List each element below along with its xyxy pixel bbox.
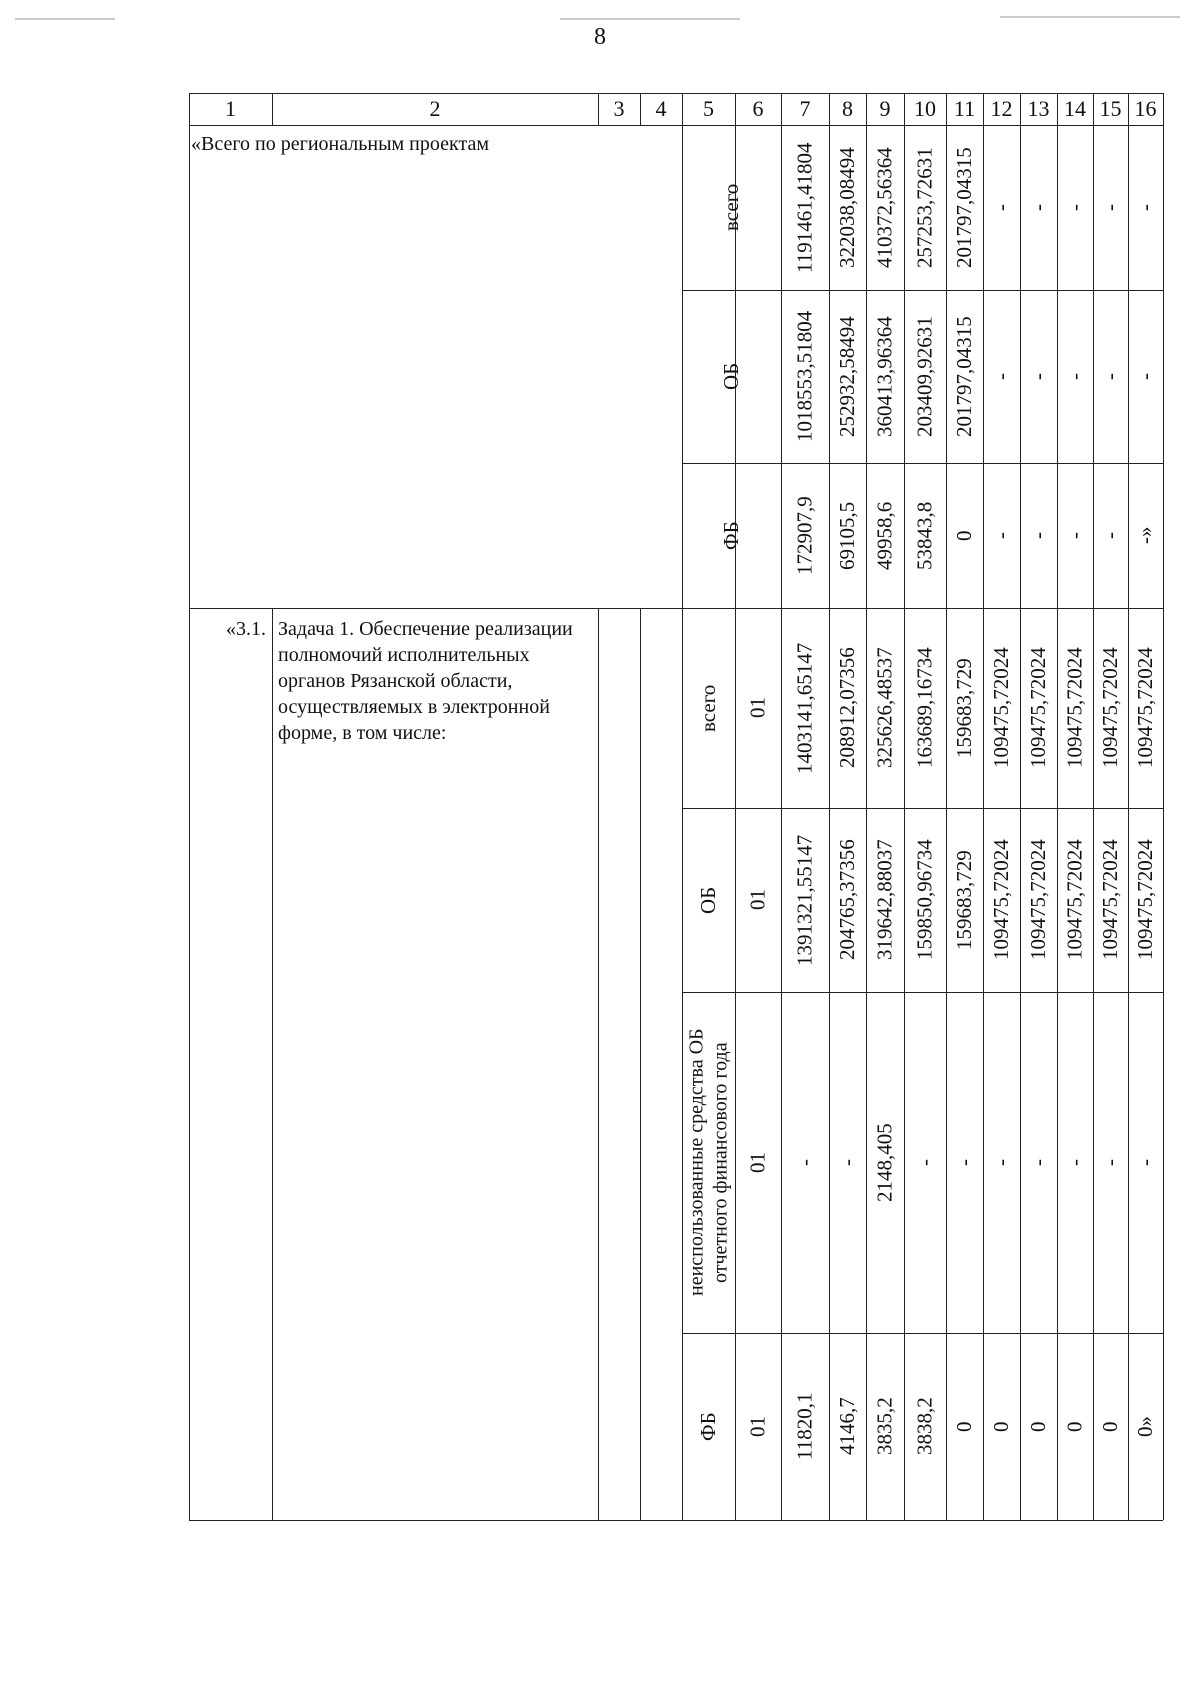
- summary-value: -: [1026, 373, 1050, 380]
- task-value: 109475,72024: [1133, 647, 1157, 769]
- column-number: 5: [703, 96, 714, 121]
- column-number: 13: [1027, 96, 1050, 121]
- task-value: 109475,72024: [1062, 839, 1087, 961]
- summary-value: -: [1062, 373, 1087, 380]
- summary-value: 1018553,51804: [792, 310, 817, 443]
- table-rule: [189, 1520, 1163, 1521]
- summary-value: 257253,72631: [912, 147, 937, 268]
- column-number: 15: [1099, 96, 1122, 121]
- task-value: 0»: [1133, 1416, 1157, 1437]
- summary-value: -: [989, 204, 1013, 211]
- task-value: -: [952, 1159, 976, 1166]
- summary-value: -»: [1133, 526, 1157, 545]
- task-value: 109475,72024: [1133, 839, 1157, 961]
- task-value: -: [792, 1159, 817, 1166]
- task-value: 159850,96734: [912, 839, 937, 961]
- task-group-code: 01: [745, 1152, 770, 1173]
- summary-value: -: [1133, 373, 1157, 380]
- task-value: 1403141,65147: [792, 642, 817, 774]
- task-group-name: ОБ: [696, 886, 720, 914]
- summary-value: 201797,04315: [952, 147, 976, 268]
- table-rule: [1163, 93, 1164, 1520]
- table-rule: [640, 608, 641, 1520]
- scan-artifact: [560, 18, 740, 20]
- summary-value: 360413,96364: [872, 316, 897, 437]
- task-value: 11820,1: [792, 1392, 817, 1461]
- summary-value: -: [1098, 373, 1122, 380]
- task-group-code: 01: [745, 889, 770, 911]
- scan-artifact: [15, 18, 115, 20]
- task-value: -: [1026, 1159, 1050, 1166]
- summary-value: 201797,04315: [952, 316, 976, 437]
- page-number: 8: [594, 24, 606, 50]
- task-value: 109475,72024: [989, 647, 1013, 769]
- summary-value: -: [989, 532, 1013, 539]
- summary-value: -: [1026, 532, 1050, 539]
- task-value: 0: [1026, 1421, 1050, 1432]
- summary-value: -: [1062, 532, 1087, 539]
- task-group-code: 01: [745, 697, 770, 719]
- table-rule: [598, 608, 599, 1520]
- task-value: 1391321,55147: [792, 834, 817, 966]
- column-number: 9: [879, 96, 891, 121]
- summary-value: -: [1133, 204, 1157, 211]
- task-value: -: [1133, 1159, 1157, 1166]
- task-value: 109475,72024: [1026, 647, 1050, 769]
- column-number: 12: [990, 96, 1013, 121]
- task-value: 4146,7: [835, 1397, 859, 1456]
- column-number: 1: [225, 96, 236, 121]
- task-value: -: [989, 1159, 1013, 1166]
- task-value: 159683,729: [952, 658, 976, 758]
- column-number: 3: [613, 96, 625, 121]
- column-number: 8: [842, 96, 853, 121]
- summary-value: -: [989, 373, 1013, 380]
- task-group-code: 01: [745, 1416, 770, 1437]
- task-value: 159683,729: [952, 850, 976, 950]
- summary-value: 1191461,41804: [792, 142, 817, 273]
- task-value: 325626,48537: [872, 647, 897, 769]
- task-number: «3.1.: [226, 618, 266, 640]
- summary-value: 53843,8: [912, 501, 937, 570]
- task-value: 3835,2: [872, 1397, 897, 1456]
- summary-group-name: всего: [719, 183, 743, 232]
- task-value: 109475,72024: [1026, 839, 1050, 961]
- task-value: 0: [1098, 1421, 1122, 1432]
- summary-value: 252932,58494: [835, 316, 859, 437]
- table-rule: [189, 93, 190, 1520]
- summary-value: -: [1026, 204, 1050, 211]
- task-value: 204765,37356: [835, 839, 859, 961]
- task-label: Задача 1. Обеспечение реализации полномочий исполнительных органов Рязанской области, осуществляемых в электронной форме, в том числе:: [278, 618, 573, 744]
- column-number: 2: [429, 96, 441, 121]
- task-value: 319642,88037: [872, 839, 897, 961]
- task-value: 0: [1062, 1421, 1087, 1432]
- summary-value: 0: [952, 530, 976, 541]
- summary-value: 69105,5: [835, 501, 859, 570]
- column-number: 6: [752, 96, 764, 121]
- task-value: 208912,07356: [835, 647, 859, 769]
- task-value: 0: [989, 1421, 1013, 1432]
- table-rule: [272, 608, 273, 1520]
- summary-value: -: [1098, 204, 1122, 211]
- task-value: 109475,72024: [1098, 647, 1122, 769]
- summary-value: 49958,6: [872, 501, 897, 570]
- task-value: 109475,72024: [1098, 839, 1122, 961]
- summary-value: -: [1098, 532, 1122, 539]
- summary-value: -: [1062, 204, 1087, 211]
- task-value: 109475,72024: [989, 839, 1013, 961]
- summary-value: 203409,92631: [912, 316, 937, 437]
- summary-row-label: «Всего по региональным проектам: [191, 133, 489, 155]
- task-group-name: неиспользованные средства ОБ отчетного финансового года: [685, 1028, 732, 1297]
- task-value: -: [1098, 1159, 1122, 1166]
- task-value: 3838,2: [912, 1397, 937, 1456]
- summary-group-name: ФБ: [719, 521, 743, 550]
- column-number: 7: [799, 96, 811, 121]
- task-value: 109475,72024: [1062, 647, 1087, 769]
- column-number: 4: [655, 96, 667, 121]
- task-value: -: [912, 1159, 937, 1166]
- task-group-name: всего: [696, 684, 720, 732]
- summary-group-name: ОБ: [719, 362, 743, 391]
- summary-value: 172907,9: [792, 496, 817, 575]
- column-number: 16: [1134, 96, 1157, 121]
- task-value: 163689,16734: [912, 647, 937, 769]
- task-value: -: [1062, 1159, 1087, 1166]
- column-number: 10: [914, 96, 936, 121]
- task-value: 0: [952, 1421, 976, 1432]
- scan-artifact: [1000, 16, 1180, 18]
- summary-value: 322038,08494: [835, 147, 859, 268]
- task-group-name: ФБ: [696, 1412, 720, 1441]
- task-value: -: [835, 1159, 859, 1166]
- summary-value: 410372,56364: [872, 147, 897, 268]
- column-number: 14: [1064, 96, 1086, 121]
- column-number: 11: [953, 96, 976, 121]
- task-value: 2148,405: [872, 1123, 897, 1202]
